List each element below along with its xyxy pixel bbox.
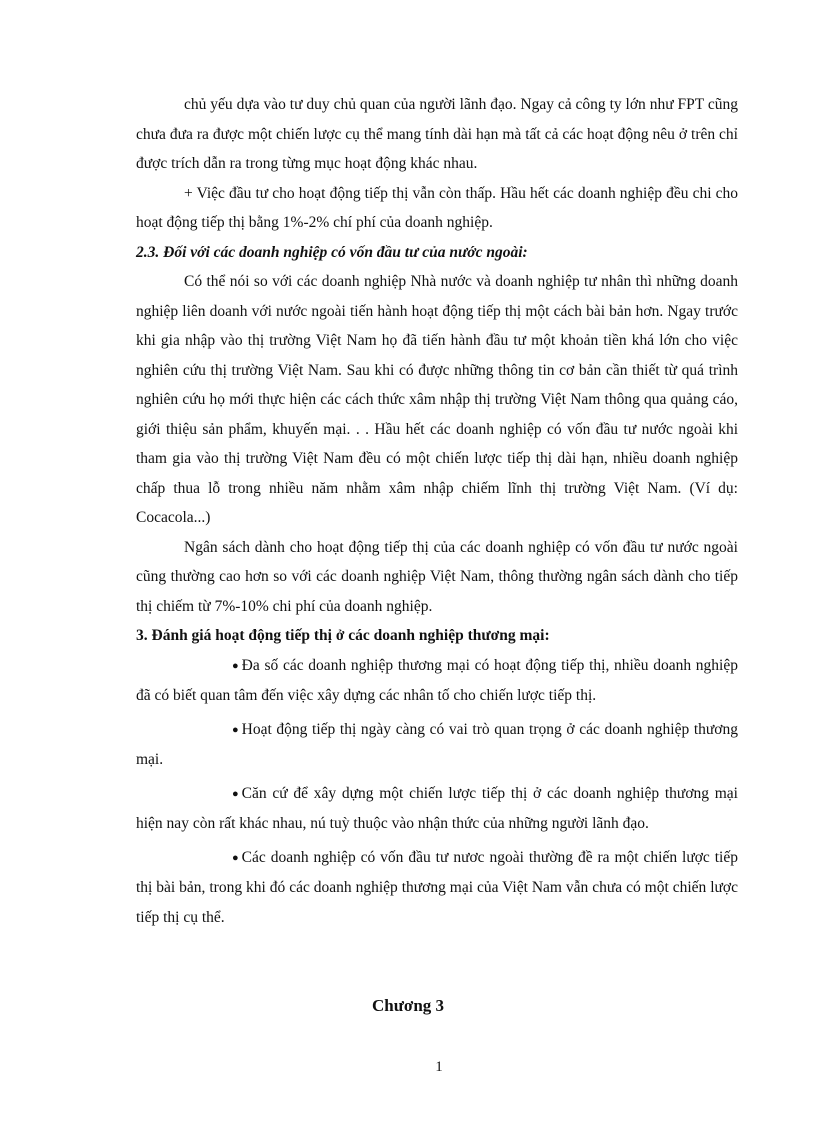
chapter-title: Chương 3: [371, 996, 445, 1015]
bullet-icon: ●: [232, 851, 239, 864]
bullet-icon: ●: [232, 787, 239, 800]
bullet-text: Đa số các doanh nghiệp thương mại có hoạt động tiếp thị, nhiều doanh nghiệp đã có biết quan tâm đến việc xây dựng các nhân tố cho chiến lược tiếp thị.: [136, 656, 738, 704]
section-heading-3: 3. Đánh giá hoạt động tiếp thị ở các doanh nghiệp thương mại:: [136, 627, 550, 644]
paragraph-intro: chủ yếu dựa vào tư duy chủ quan của người lãnh đạo. Ngay cả công ty lớn như FPT cũng chưa đưa ra được một chiến lược cụ thể mang tính dài hạn mà tất cả các hoạt động nêu ở trên chỉ được trích dẫn ra trong từng mục hoạt động khác nhau.: [136, 96, 738, 172]
bullet-item: [136, 715, 738, 775]
bullet-text: Căn cứ để xây dựng một chiến lược tiếp thị ở các doanh nghiệp thương mại hiện nay còn rất khác nhau, nú tuỳ thuộc vào nhận thức của những người lãnh đạo.: [136, 784, 738, 832]
paragraph-foreign-enterprises: Có thể nói so với các doanh nghiệp Nhà nước và doanh nghiệp tư nhân thì những doanh nghiệp liên doanh với nước ngoài tiến hành hoạt động tiếp thị một cách bài bản hơn. Ngay trước khi gia nhập vào thị trường Việt Nam họ đã tiến hành đầu tư một khoản tiền khá lớn cho việc nghiên cứu thị trường Việt Nam. Sau khi có được những thông tin cơ bản cần thiết từ quá trình nghiên cứu họ mới thực hiện các cách thức xâm nhập thị trường Việt Nam thông qua quảng cáo, giới thiệu sản phẩm, khuyến mại. . . Hầu hết các doanh nghiệp có vốn đầu tư nước ngoài khi tham gia vào thị trường Việt Nam đều có một chiến lược tiếp thị dài hạn, nhiều doanh nghiệp chấp thua lỗ trong nhiều năm nhằm xâm nhập chiếm lĩnh thị trường Việt Nam. (Ví dụ: Cocacola...): [136, 273, 738, 526]
bullet-text: Hoạt động tiếp thị ngày càng có vai trò quan trọng ở các doanh nghiệp thương mại.: [136, 720, 738, 768]
bullet-text: Các doanh nghiệp có vốn đầu tư nươc ngoài thường đề ra một chiến lược tiếp thị bài bản, trong khi đó các doanh nghiệp thương mại của Việt Nam vẫn chưa có một chiến lược tiếp thị cụ thể.: [136, 848, 738, 926]
bullet-item: [136, 651, 738, 711]
bullet-item: [136, 779, 738, 839]
paragraph-investment: + Việc đầu tư cho hoạt động tiếp thị vẫn còn thấp. Hầu hết các doanh nghiệp đều chi cho hoạt động tiếp thị bằng 1%-2% chí phí của doanh nghiệp.: [136, 184, 738, 231]
bullet-icon: ●: [232, 659, 239, 672]
document-body: [136, 90, 738, 932]
section-heading-2-3: 2.3. Đối với các doanh nghiệp có vốn đầu tư của nước ngoài:: [136, 243, 528, 261]
page-number: 1: [435, 1059, 443, 1075]
bullet-icon: ●: [232, 723, 239, 736]
paragraph-budget: Ngân sách dành cho hoạt động tiếp thị của các doanh nghiệp có vốn đầu tư nước ngoài cũng thường cao hơn so với các doanh nghiệp Việt Nam, thông thường ngân sách dành cho tiếp thị chiếm từ 7%-10% chi phí của doanh nghiệp.: [136, 538, 738, 615]
bullet-item: [136, 843, 738, 933]
